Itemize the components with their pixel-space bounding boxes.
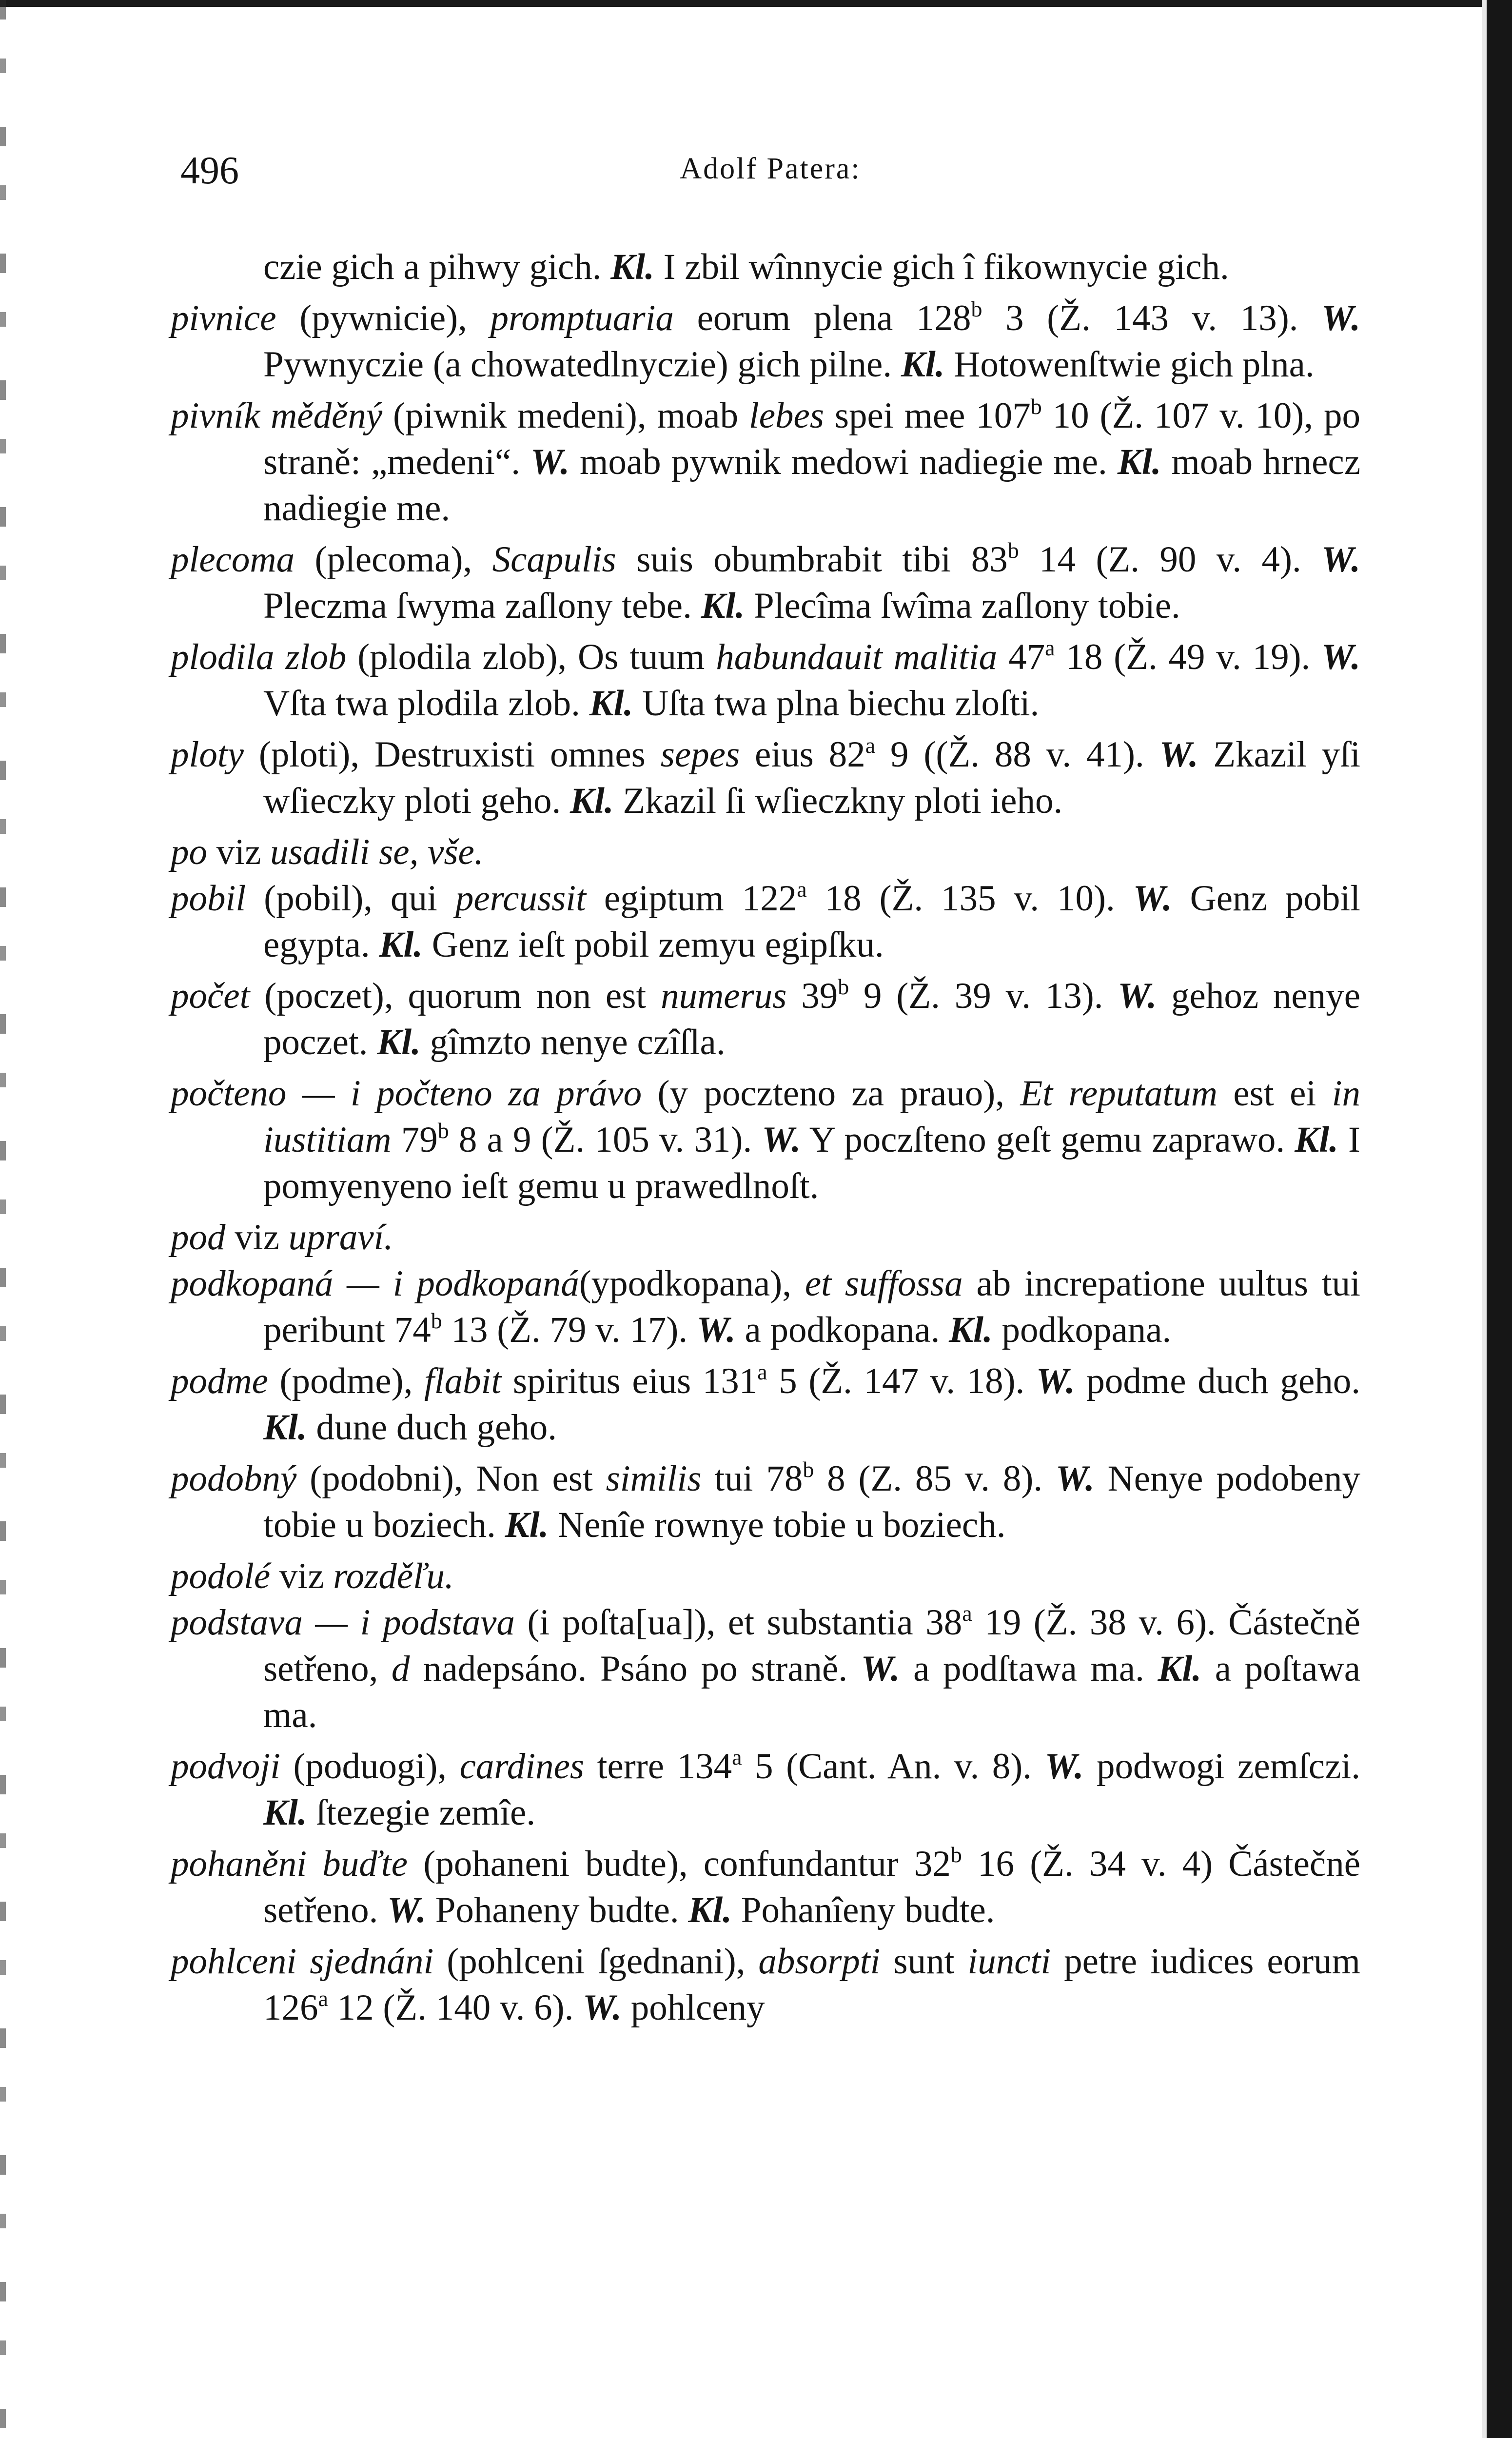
entry-pohaneni-budte: pohaněni buďte (pohaneni budte), confundantur 32$^b$ 16 (Ž. 34 v. 4) Částečně setřeno. W. Pohaneny budte. Kl. Pohanîeny budte. xyxy=(171,1842,1360,1930)
headword: pivník měděný xyxy=(171,395,383,436)
entry-continuation: czie gich a pihwy gich. Kl. I zbil wînnycie gich î fikownycie gich. xyxy=(263,247,1229,287)
entry-po: po viz usadili se, vše. xyxy=(171,832,484,872)
scan-edge-gap xyxy=(1482,0,1487,2438)
entry-podme: podme (podme), flabit spiritus eius 131$^a$ 5 (Ž. 147 v. 18). W. podme duch geho. Kl. dune duch geho. xyxy=(171,1359,1360,1448)
dictionary-body xyxy=(171,244,1360,2036)
headword: pohlceni sjednáni xyxy=(171,1941,434,1982)
entry-pobil: pobil (pobil), qui percussit egiptum 122$^a$ 18 (Ž. 135 v. 10). W. Genz pobil egypta. Kl. Genz ieſt pobil zemyu egipſku. xyxy=(171,877,1360,965)
entry-pohlceni-sjednani: pohlceni sjednáni (pohlceni ſgednani), absorpti sunt iuncti petre iudices eorum 126$^a$ 12 (Ž. 140 v. 6). W. pohlceny xyxy=(171,1941,1360,2028)
entry-podstava: podstava — i podstava (i poſta[ua]), et substantia 38$^a$ 19 (Ž. 38 v. 6). Částečně setřeno, d nadepsáno. Psáno po straně. W. a podſtawa ma. Kl. a poſtawa ma. xyxy=(171,1601,1361,1735)
entry-plodila-zlob: plodila zlob (plodila zlob), Os tuum habundauit malitia 47$^a$ 18 (Ž. 49 v. 19). W. Vſta twa plodila zlob. Kl. Uſta twa plna biechu zloſti. xyxy=(171,635,1361,724)
scan-edge-right xyxy=(1487,0,1512,2438)
headword: ploty xyxy=(171,734,244,775)
entry-pocet: počet (poczet), quorum non est numerus 39$^b$ 9 (Ž. 39 v. 13). W. gehoz nenye poczet. Kl. gîmzto nenye czîſla. xyxy=(171,974,1361,1062)
entry-podobny: podobný (podobni), Non est similis tui 78$^b$ 8 (Z. 85 v. 8). W. Nenye podobeny tobie u boziech. Kl. Nenîe rownye tobie u boziech. xyxy=(171,1457,1360,1545)
headword: plodila zlob xyxy=(171,637,347,677)
entry-pocteno: počteno — i počteno za právo (y poczteno za prauo), Et reputatum est ei in iustitiam 79$^b$ 8 a 9 (Ž. 105 v. 31). W. Y poczſteno geſt gemu zaprawo. Kl. I pomyenyeno ieſt gemu u prawedlnoſt. xyxy=(171,1073,1361,1206)
headword: pivnice xyxy=(171,298,276,338)
headword: podstava — i podstava xyxy=(171,1602,515,1643)
running-head: Adolf Patera: xyxy=(680,152,861,185)
headword: pohaněni buďte xyxy=(171,1844,408,1884)
entry-podole: podolé viz rozděľu. xyxy=(171,1556,454,1596)
headword: pod xyxy=(171,1217,226,1258)
headword: podvoji xyxy=(171,1746,280,1787)
entry-pivnik-medeny: pivník měděný (piwnik medeni), moab lebes spei mee 107$^b$ 10 (Ž. 107 v. 10), po straně: „medeni“. W. moab pywnik medowi nadiegie me. Kl. moab hrnecz nadiegie me. xyxy=(171,394,1361,529)
entry-podkopana: podkopaná — i podkopaná(ypodkopana), et suffossa ab increpatione uultus tui peribunt 74$^b$ 13 (Ž. 79 v. 17). W. a podkopana. Kl. podkopana. xyxy=(171,1263,1361,1350)
entry-podvoji: podvoji (poduogi), cardines terre 134$^a$ 5 (Cant. An. v. 8). W. podwogi zemſczi. Kl. ſtezegie zemîe. xyxy=(171,1745,1360,1833)
headword: podkopaná — i podkopaná xyxy=(171,1263,579,1304)
headword: podobný xyxy=(171,1458,297,1499)
page-number: 496 xyxy=(180,149,239,192)
scan-edge-top xyxy=(0,0,1512,7)
headword: plecoma xyxy=(171,539,295,580)
entry-pod: pod viz upraví. xyxy=(171,1217,393,1258)
headword: počteno — i počteno za právo xyxy=(171,1073,642,1114)
headword: podme xyxy=(171,1361,268,1401)
scan-edge-left xyxy=(0,0,6,2438)
entry-plecoma: plecoma (plecoma), Scapulis suis obumbrabit tibi 83$^b$ 14 (Z. 90 v. 4). W. Pleczma ſwyma zaſlony tebe. Kl. Plecîma ſwîma zaſlony tobie. xyxy=(171,538,1360,626)
headword: podolé xyxy=(171,1556,271,1596)
entry-pivnice: pivnice (pywnicie), promptuaria eorum plena 128$^b$ 3 (Ž. 143 v. 13). W. Pywnyczie (a chowatedlnyczie) gich pilne. Kl. Hotowenſtwie gich plna. xyxy=(171,296,1360,385)
headword: počet xyxy=(171,976,250,1016)
headword: po xyxy=(171,832,207,872)
page-header xyxy=(180,149,1360,202)
headword: pobil xyxy=(171,878,246,919)
entry-ploty: ploty (ploti), Destruxisti omnes sepes eius 82$^a$ 9 ((Ž. 88 v. 41). W. Zkazil yſi wſieczky ploti geho. Kl. Zkazil ſi wſieczkny ploti ieho. xyxy=(171,733,1360,821)
